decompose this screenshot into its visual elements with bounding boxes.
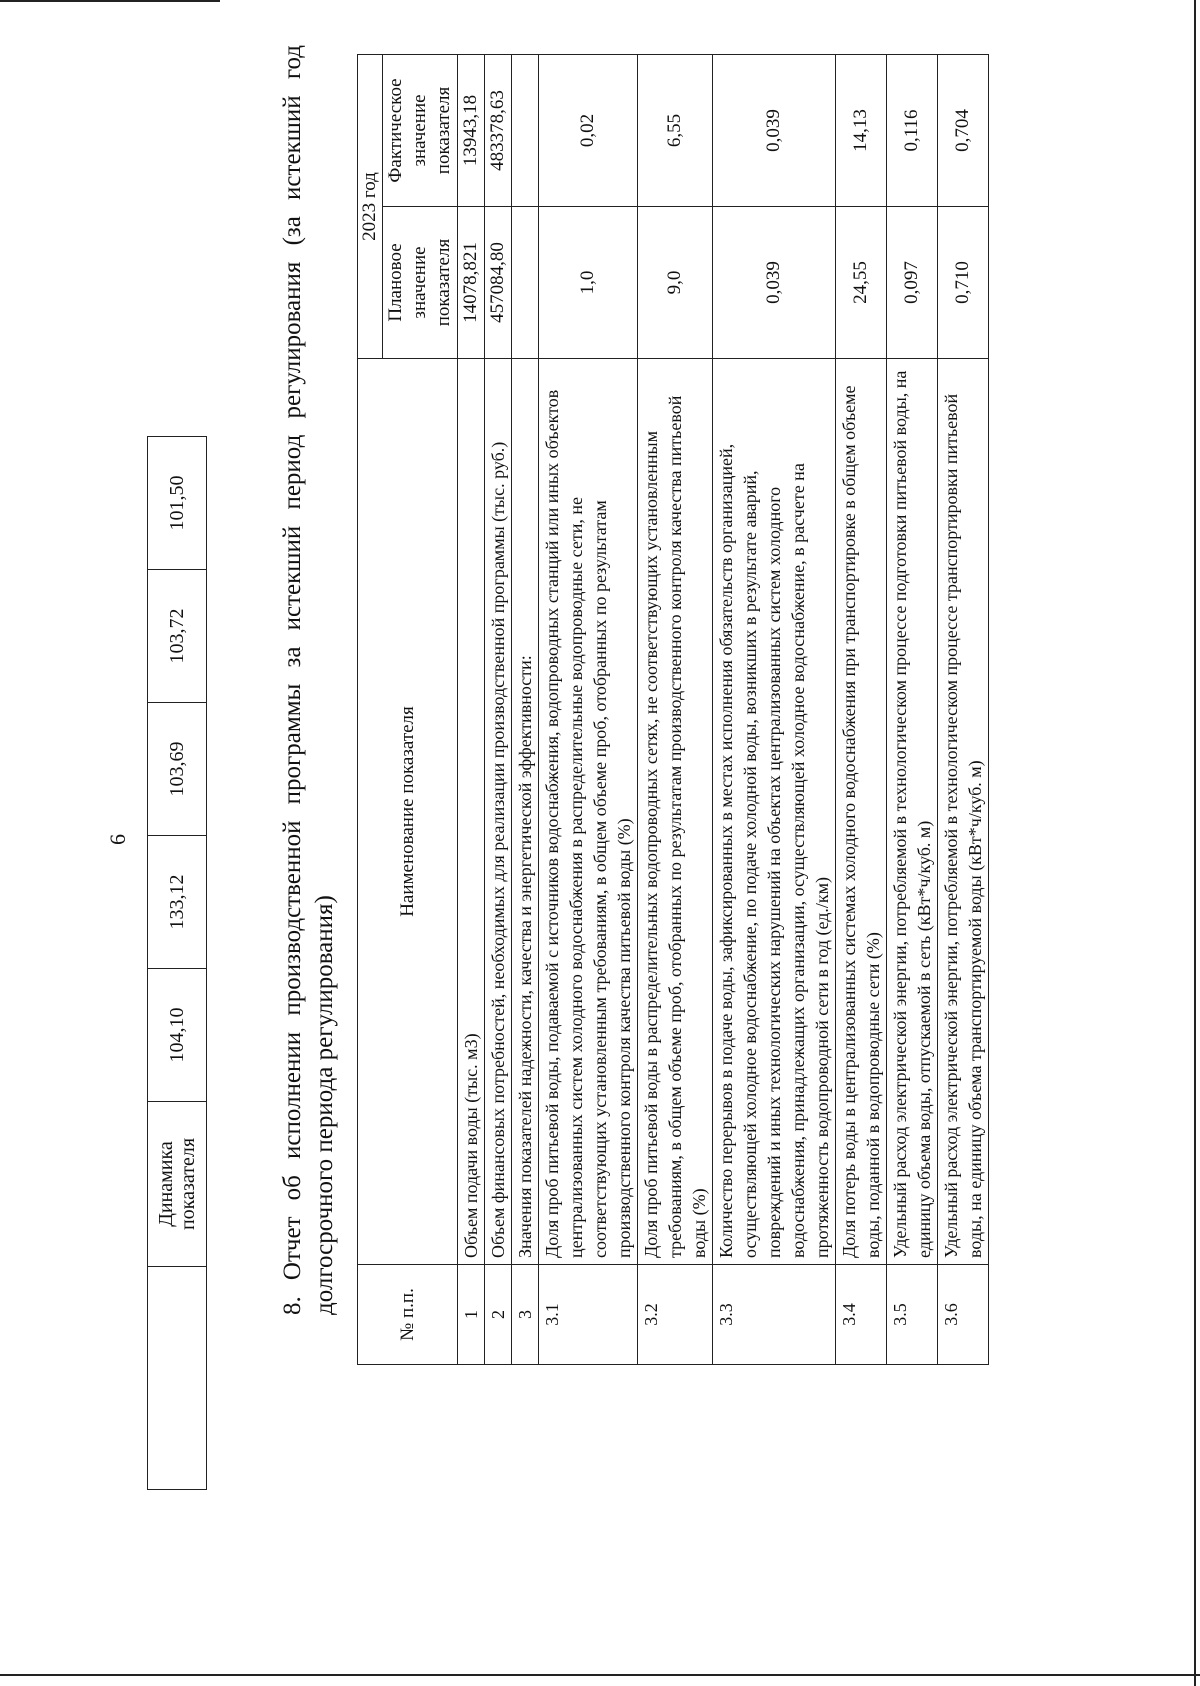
table-header-row	[358, 54, 383, 1364]
row-num: 3.2	[638, 1265, 713, 1365]
row-num: 3	[512, 1265, 539, 1365]
row-name: Доля проб питьевой воды в распределительных водопроводных сетях, не соответствующих установленным требованиям, в общем объеме проб, отобранных по результатам производственного контроля качества питьевой воды (%)	[638, 359, 713, 1265]
table-row	[713, 54, 836, 1364]
production-program-report-table	[357, 54, 989, 1365]
row-name: Удельный расход электрической энергии, потребляемой в технологическом процессе подготовки питьевой воды, на единицу объема воды, отпускаемой в сеть (кВт*ч/куб. м)	[887, 359, 938, 1265]
dynamics-value: 101,50	[148, 437, 207, 570]
row-plan: 9,0	[638, 207, 713, 359]
table-row	[938, 54, 989, 1364]
row-name: Количество перерывов в подаче воды, зафиксированных в местах исполнения обязательств организацией, осуществляющей холодное водоснабжение, по подаче холодной воды, возникших в результате аварий, повреждений и иных технологических нарушений на объектах централизованных систем холодного водоснабжения, принадлежащих организации, осуществляющей холодное водоснабжение, в расчете на протяженность водопроводной сети в год (ед./км)	[713, 359, 836, 1265]
dynamics-blank-cell	[148, 1267, 207, 1490]
row-num: 3.1	[539, 1265, 638, 1365]
row-fact: 483378,63	[485, 54, 512, 206]
table-row	[887, 54, 938, 1364]
row-name: Объем подачи воды (тыс. м3)	[458, 359, 485, 1265]
row-num: 1	[458, 1265, 485, 1365]
row-plan: 0,710	[938, 207, 989, 359]
table-row	[638, 54, 713, 1364]
header-fact: Фактическое значение показателя	[383, 54, 458, 206]
header-name: Наименование показателя	[358, 359, 458, 1265]
dynamics-label: Динамика показателя	[148, 1102, 207, 1267]
header-year: 2023 год	[358, 54, 383, 358]
dynamics-value: 103,69	[148, 703, 207, 836]
table-row	[512, 54, 539, 1364]
row-name: Удельный расход электрической энергии, потребляемой в технологическом процессе транспортировки питьевой воды, на единицу объема транспортируемой воды (кВт*ч/куб. м)	[938, 359, 989, 1265]
page-border-bottom	[0, 1674, 1200, 1676]
header-num: № п.п.	[358, 1265, 458, 1365]
row-num: 2	[485, 1265, 512, 1365]
row-num: 3.5	[887, 1265, 938, 1365]
row-plan	[512, 207, 539, 359]
row-plan: 0,097	[887, 207, 938, 359]
table-row	[539, 54, 638, 1364]
row-plan: 457084,80	[485, 207, 512, 359]
page-number: 6	[105, 834, 130, 845]
dynamics-value: 103,72	[148, 570, 207, 703]
table-row	[485, 54, 512, 1364]
row-fact: 14,13	[836, 54, 887, 206]
header-plan: Плановое значение показателя	[383, 207, 458, 359]
dynamics-value: 133,12	[148, 836, 207, 969]
row-name: Значения показателей надежности, качества и энергетической эффективности:	[512, 359, 539, 1265]
row-fact: 6,55	[638, 54, 713, 206]
dynamics-value: 104,10	[148, 969, 207, 1102]
row-name: Доля проб питьевой воды, подаваемой с источников водоснабжения, водопроводных станций или иных объектов централизованных систем холодного водоснабжения в распределительные водопроводные сети, не соответствующих установленным требованиям, в общем объеме проб, отобранных по результатам производственного контроля качества питьевой воды (%)	[539, 359, 638, 1265]
row-plan: 24,55	[836, 207, 887, 359]
row-fact: 0,039	[713, 54, 836, 206]
row-num: 3.6	[938, 1265, 989, 1365]
page-border-top	[0, 0, 220, 2]
row-plan: 0,039	[713, 207, 836, 359]
rotated-page-content	[65, 35, 1115, 1635]
row-name: Доля потерь воды в централизованных системах холодного водоснабжения при транспортировке в общем объеме воды, поданной в водопроводные сети (%)	[836, 359, 887, 1265]
row-fact: 0,116	[887, 54, 938, 206]
page-border-right	[1194, 0, 1196, 1686]
table-row	[836, 54, 887, 1364]
row-fact: 0,704	[938, 54, 989, 206]
row-fact: 13943,18	[458, 54, 485, 206]
section-heading: 8. Отчет об исполнении производственной программы за истекший период регулирования (за истекший год долгосрочного периода регулирования)	[279, 45, 338, 1315]
row-plan: 14078,821	[458, 207, 485, 359]
row-plan: 1,0	[539, 207, 638, 359]
row-name: Объем финансовых потребностей, необходимых для реализации производственной программы (тыс. руб.)	[485, 359, 512, 1265]
dynamics-row	[148, 437, 207, 1490]
row-num: 3.3	[713, 1265, 836, 1365]
dynamics-table	[147, 436, 207, 1490]
row-num: 3.4	[836, 1265, 887, 1365]
row-fact	[512, 54, 539, 206]
table-row	[458, 54, 485, 1364]
row-fact: 0,02	[539, 54, 638, 206]
